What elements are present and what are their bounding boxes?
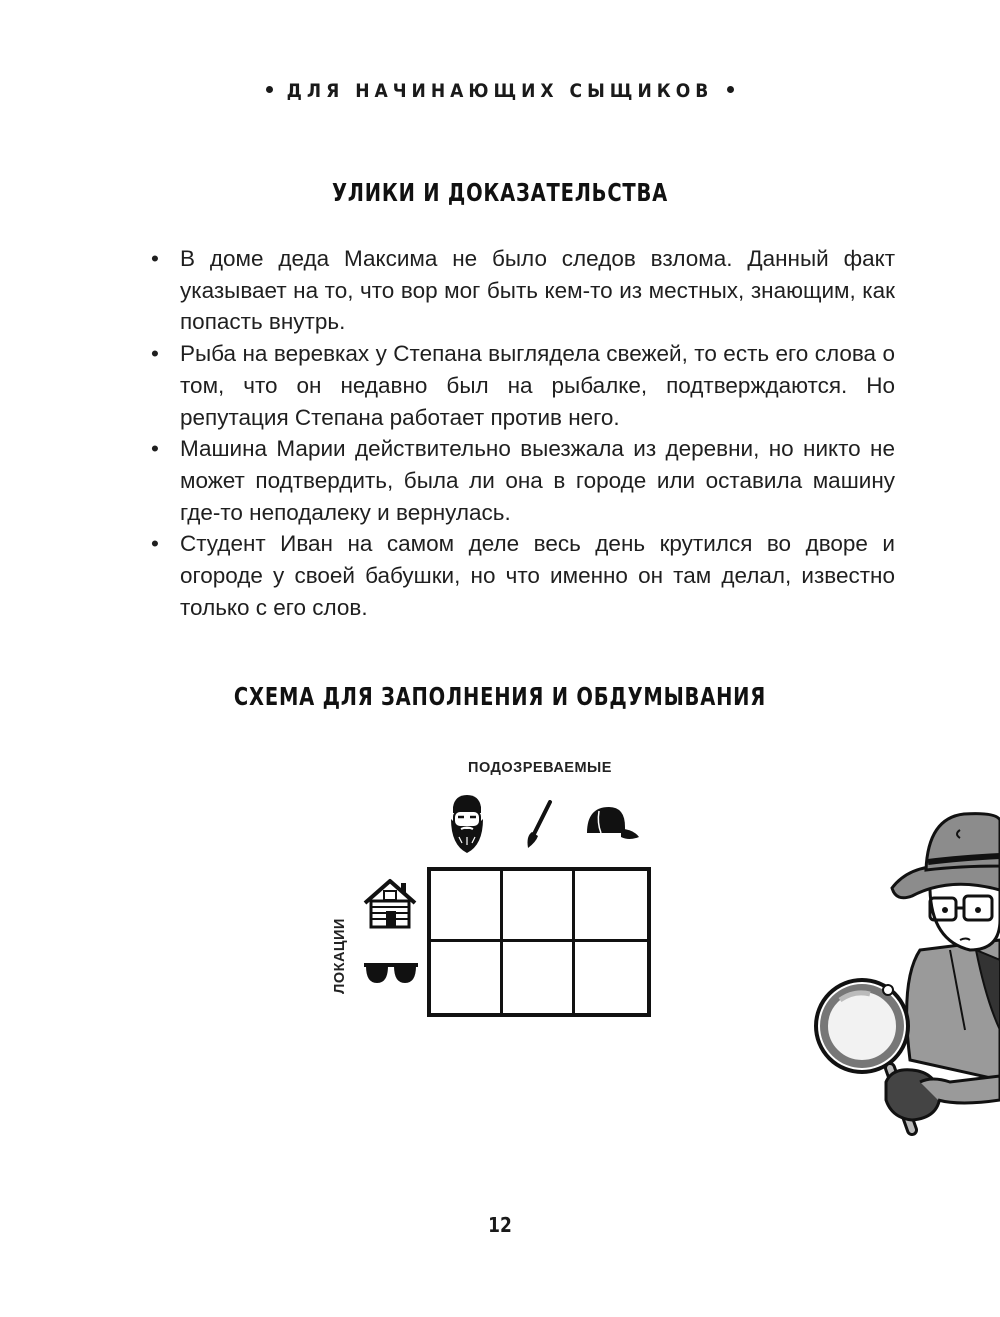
list-item-text: В доме деда Максима не было следов взлома. Данный факт указывает на то, что вор мог быть кем-то из местных, знающим, как попасть внутрь.: [180, 246, 895, 335]
suspects-label: ПОДОЗРЕВАЕМЫЕ: [468, 760, 612, 776]
running-head-text: ДЛЯ НАЧИНАЮЩИХ СЫЩИКОВ: [286, 80, 714, 102]
log-house-icon: [363, 877, 417, 931]
grid-cell[interactable]: [431, 871, 503, 942]
paintbrush-icon: [522, 800, 554, 850]
sunglasses-icon: [362, 961, 420, 987]
running-head: [0, 80, 1000, 102]
cap-icon: [583, 803, 641, 845]
grid-cell[interactable]: [575, 942, 647, 1013]
deduction-grid: [427, 867, 651, 1017]
list-item: • Студент Иван на самом деле весь день крутился во дворе и огороде у своей бабушки, но что именно он там делал, известно только с его слов.: [151, 531, 895, 620]
locations-label: ЛОКАЦИИ: [332, 918, 348, 994]
grid-cell[interactable]: [503, 871, 575, 942]
list-item-text: Машина Марии действительно выезжала из деревни, но никто не может подтвердить, была ли она в городе или оставила машину где-то неподалеку и вернулась.: [180, 436, 895, 525]
evidence-list: [150, 243, 895, 623]
list-item: • Рыба на веревках у Степана выглядела свежей, то есть его слова о том, что он недавно был на рыбалке, подтверждаются. Но репутация Степана работает против него.: [151, 341, 895, 430]
grid-cell[interactable]: [503, 942, 575, 1013]
bearded-man-icon: [445, 793, 489, 855]
page-number: 12: [488, 1213, 512, 1237]
detective-illustration: [800, 800, 1000, 1140]
grid-cell[interactable]: [575, 871, 647, 942]
list-item-text: Студент Иван на самом деле весь день крутился во дворе и огороде у своей бабушки, но что именно он там делал, известно только с его слов.: [180, 531, 895, 620]
bullet-dot-icon: [727, 86, 734, 93]
grid-cell[interactable]: [431, 942, 503, 1013]
list-item-text: Рыба на веревках у Степана выглядела свежей, то есть его слова о том, что он недавно был на рыбалке, подтверждаются. Но репутация Степана работает против него.: [180, 341, 895, 430]
bullet-dot-icon: [266, 86, 273, 93]
section-title-evidence: УЛИКИ И ДОКАЗАТЕЛЬСТВА: [331, 178, 669, 207]
list-item: • В доме деда Максима не было следов взлома. Данный факт указывает на то, что вор мог быть кем-то из местных, знающим, как попасть внутрь.: [151, 246, 895, 335]
list-item: • Машина Марии действительно выезжала из деревни, но никто не может подтвердить, была ли она в городе или оставила машину где-то неподалеку и вернулась.: [151, 436, 895, 525]
section-title-scheme: СХЕМА ДЛЯ ЗАПОЛНЕНИЯ И ОБДУМЫВАНИЯ: [233, 682, 767, 711]
